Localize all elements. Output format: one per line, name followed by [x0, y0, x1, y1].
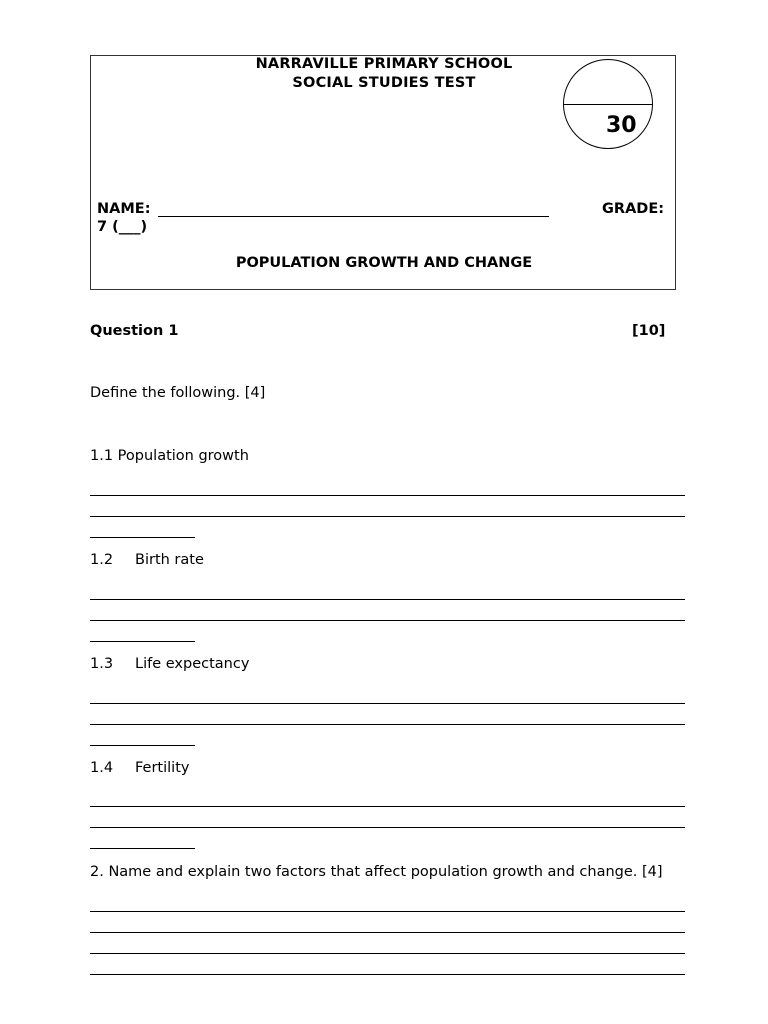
item-1-4-number: 1.4 [90, 760, 114, 776]
score-circle [563, 59, 653, 149]
answer-line[interactable] [90, 724, 685, 725]
answer-line[interactable] [90, 516, 685, 517]
question-1-heading: Question 1 [90, 323, 179, 339]
name-field[interactable] [158, 216, 549, 217]
item-1-3-text: Life expectancy [135, 656, 250, 672]
answer-line[interactable] [90, 827, 685, 828]
answer-line[interactable] [90, 495, 685, 496]
item-1-4-text: Fertility [135, 760, 190, 776]
answer-line[interactable] [90, 745, 195, 746]
item-1-1: 1.1 Population growth [90, 448, 249, 464]
item-1-2-number: 1.2 [90, 552, 114, 568]
score-divider [564, 104, 652, 105]
answer-line[interactable] [90, 848, 195, 849]
answer-line[interactable] [90, 974, 685, 975]
answer-line[interactable] [90, 599, 685, 600]
grade-field[interactable]: 7 (___) [97, 219, 148, 235]
question-1-instruction: Define the following. [4] [90, 385, 266, 401]
answer-line[interactable] [90, 953, 685, 954]
answer-line[interactable] [90, 703, 685, 704]
grade-label: GRADE: [602, 201, 665, 217]
answer-line[interactable] [90, 641, 195, 642]
school-name: NARRAVILLE PRIMARY SCHOOL [255, 56, 513, 72]
answer-line[interactable] [90, 911, 685, 912]
answer-line[interactable] [90, 620, 685, 621]
question-1-marks: [10] [632, 323, 666, 339]
answer-line[interactable] [90, 537, 195, 538]
answer-line[interactable] [90, 806, 685, 807]
name-label: NAME: [97, 201, 151, 217]
question-2-prompt: 2. Name and explain two factors that affect population growth and change. [4] [90, 864, 663, 880]
item-1-2-text: Birth rate [135, 552, 204, 568]
total-marks: 30 [606, 113, 637, 138]
topic-title: POPULATION GROWTH AND CHANGE [235, 255, 533, 271]
test-title: SOCIAL STUDIES TEST [292, 75, 476, 91]
item-1-3-number: 1.3 [90, 656, 114, 672]
answer-line[interactable] [90, 932, 685, 933]
